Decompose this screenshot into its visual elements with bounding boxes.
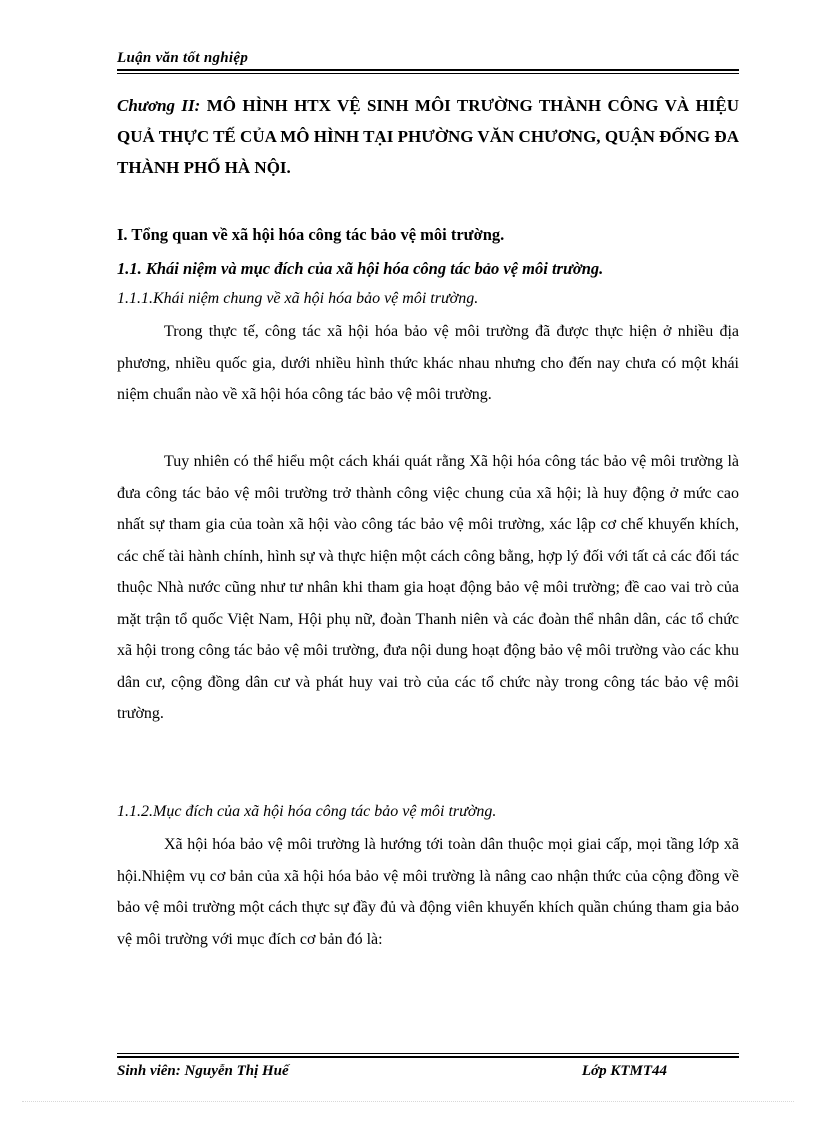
- chapter-title: MÔ HÌNH HTX VỆ SINH MÔI TRƯỜNG THÀNH CÔNG VÀ HIỆU QUẢ THỰC TẾ CỦA MÔ HÌNH TẠI PHƯỜNG VĂN CHƯƠNG, QUẬN ĐỐNG ĐA THÀNH PHỐ HÀ NỘI.: [117, 96, 739, 177]
- page-header: [117, 49, 739, 74]
- paragraph-1: Trong thực tế, công tác xã hội hóa bảo vệ môi trường đã được thực hiện ở nhiều địa phương, nhiều quốc gia, dưới nhiều hình thức khác nhau nhưng cho đến nay chưa có một khái niệm chuẩn nào về xã hội hóa công tác bảo vệ môi trường.: [117, 323, 739, 403]
- footer-rule-thin: [117, 1053, 739, 1054]
- section-heading-1-1: 1.1. Khái niệm và mục đích của xã hội hóa công tác bảo vệ môi trường.: [117, 259, 604, 278]
- header-title: Luận văn tốt nghiệp: [117, 50, 249, 66]
- footer-class: Lớp KTMT44: [581, 1063, 667, 1079]
- page-bottom-dotted-line: [22, 1101, 794, 1102]
- chapter-heading: [117, 90, 739, 183]
- section-heading-1-1-2: 1.1.2.Mục đích của xã hội hóa công tác bảo vệ môi trường.: [117, 803, 497, 820]
- chapter-label: Chương II:: [117, 96, 201, 115]
- paragraph-2: Tuy nhiên có thể hiểu một cách khái quát rằng Xã hội hóa công tác bảo vệ môi trường là đưa công tác bảo vệ môi trường trở thành công việc chung của xã hội; là huy động ở mức cao nhất sự tham gia của toàn xã hội vào công tác bảo vệ môi trường, xác lập cơ chế khuyến khích, các chế tài hành chính, hình sự và thực hiện một cách công bằng, hợp lý đối với tất cả các đối tác thuộc Nhà nước cũng như tư nhân khi tham gia hoạt động bảo vệ môi trường; đề cao vai trò của mặt trận tổ quốc Việt Nam, Hội phụ nữ, đoàn Thanh niên và các đoàn thể nhân dân, các tổ chức xã hội trong công tác bảo vệ môi trường, đưa nội dung hoạt động bảo vệ môi trường vào các khu dân cư, cộng đồng dân cư và phát huy vai trò của các tổ chức này trong công tác bảo vệ môi trường.: [117, 453, 739, 722]
- footer-rule-thick: [117, 1056, 739, 1058]
- header-rule-thin: [117, 73, 739, 74]
- paragraph-3: Xã hội hóa bảo vệ môi trường là hướng tới toàn dân thuộc mọi giai cấp, mọi tầng lớp xã hội.Nhiệm vụ cơ bản của xã hội hóa bảo vệ môi trường là nâng cao nhận thức của cộng đồng về bảo vệ môi trường một cách thực sự đầy đủ và động viên khuyến khích quần chúng tham gia bảo vệ môi trường với mục đích cơ bản đó là:: [117, 836, 739, 948]
- section-heading-1: I. Tổng quan về xã hội hóa công tác bảo vệ môi trường.: [117, 225, 505, 244]
- page-footer: [117, 1053, 739, 1080]
- footer-student: Sinh viên: Nguyễn Thị Huế: [117, 1063, 289, 1079]
- section-heading-1-1-1: 1.1.1.Khái niệm chung về xã hội hóa bảo vệ môi trường.: [117, 290, 479, 307]
- header-rule-thick: [117, 69, 739, 71]
